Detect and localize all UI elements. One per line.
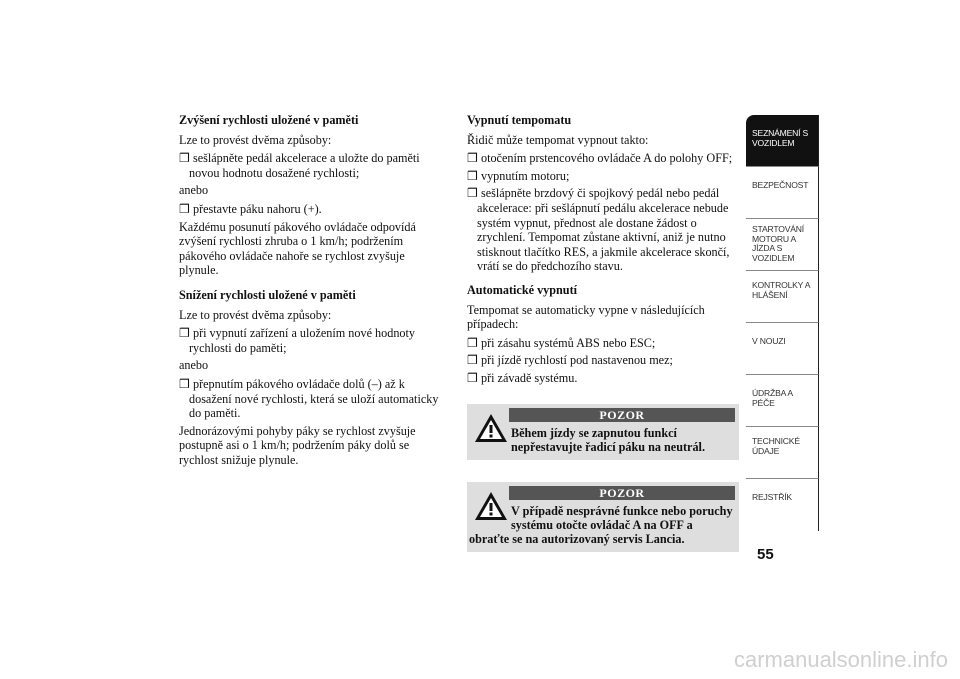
paragraph: Každému posunutí pákového ovládače odpovídá zvýšení rychlosti zhruba o 1 km/h; podržením pákového ovládače nahoře se rychlost zvyšuje plynule. — [179, 219, 416, 278]
warning-triangle-icon — [473, 412, 509, 444]
section-heading: Zvýšení rychlosti uložené v paměti — [179, 113, 359, 127]
tab-seznameni[interactable]: SEZNÁMENÍ S VOZIDLEM — [746, 115, 819, 167]
tab-kontrolky[interactable]: KONTROLKY A HLÁŠENÍ — [746, 271, 819, 323]
list-item: ❒ sešlápněte brzdový či spojkový pedál nebo pedál akcelerace: při sešlápnutí pedálu akcelerace nebude systém vypnut, přednost ale dostane žádost o zrychlení. Tempomat zůstane aktivní, aniž je nutno stisknout tlačítko RES, a jakmile akcelerace skončí, vrátí se do předchozího stavu. — [467, 186, 730, 274]
list-item: ❒ při vypnutí zařízení a uložením nové hodnoty rychlosti do paměti; — [179, 326, 415, 355]
tab-udrzba[interactable]: ÚDRŽBA A PÉČE — [746, 375, 819, 427]
warning-title: POZOR — [509, 408, 735, 422]
list-item: ❒ vypnutím motoru; — [467, 168, 570, 183]
list-item: ❒ přestavte páku nahoru (+). — [179, 201, 322, 216]
list-item: ❒ při jízdě rychlostí pod nastavenou mez; — [467, 353, 673, 368]
watermark: carmanualsonline.info — [733, 647, 948, 672]
tab-technicke[interactable]: TECHNICKÉ ÚDAJE — [746, 427, 819, 479]
list-item: ❒ otočením prstencového ovládače A do polohy OFF; — [467, 151, 733, 166]
paragraph: anebo — [179, 358, 209, 373]
paragraph: Lze to provést dvěma způsoby: — [179, 307, 332, 322]
paragraph: Řidič může tempomat vypnout takto: — [467, 132, 649, 147]
list-item: ❒ přepnutím pákového ovládače dolů (–) až k dosažení nové rychlosti, která se uloží automaticky do paměti. — [179, 376, 439, 421]
warning-text: Během jízdy se zapnutou funkcí nepřestavujte řadicí páku na neutrál. — [511, 425, 705, 454]
warning-box — [467, 404, 739, 460]
tab-bezpecnost[interactable]: BEZPEČNOST — [746, 167, 819, 219]
list-item: ❒ při zásahu systémů ABS nebo ESC; — [467, 335, 656, 350]
section-heading: Vypnutí tempomatu — [467, 113, 572, 127]
paragraph: anebo — [179, 183, 209, 198]
section-heading: Snížení rychlosti uložené v paměti — [179, 287, 356, 302]
tab-rejstrik[interactable]: REJSTŘÍK — [746, 479, 819, 531]
section-heading: Automatické vypnutí — [467, 282, 578, 297]
right-column — [467, 113, 739, 552]
page-number: 55 — [757, 546, 774, 563]
warning-text-continued: obraťte se na autorizovaný servis Lancia. — [469, 531, 685, 546]
chapter-tabs — [746, 115, 819, 531]
tab-startovani[interactable]: STARTOVÁNÍ MOTORU A JÍZDA S VOZIDLEM — [746, 219, 819, 271]
paragraph: Lze to provést dvěma způsoby: — [179, 132, 332, 147]
warning-triangle-icon — [473, 490, 509, 522]
paragraph: Tempomat se automaticky vypne v následujících případech: — [467, 302, 705, 332]
paragraph: Jednorázovými pohyby páky se rychlost zvyšuje postupně asi o 1 km/h; podržením páky dolů se rychlost snižuje plynule. — [179, 423, 416, 467]
tab-v-nouzi[interactable]: V NOUZI — [746, 323, 819, 375]
list-item: ❒ při závadě systému. — [467, 370, 578, 385]
warning-text: V případě nesprávné funkce nebo poruchy systému otočte ovládač A na OFF a — [511, 503, 733, 532]
warning-title: POZOR — [509, 486, 735, 500]
list-item: ❒ sešlápněte pedál akcelerace a uložte do paměti novou hodnotu dosažené rychlosti; — [179, 151, 420, 180]
warning-box — [467, 482, 739, 552]
left-column — [179, 113, 447, 471]
